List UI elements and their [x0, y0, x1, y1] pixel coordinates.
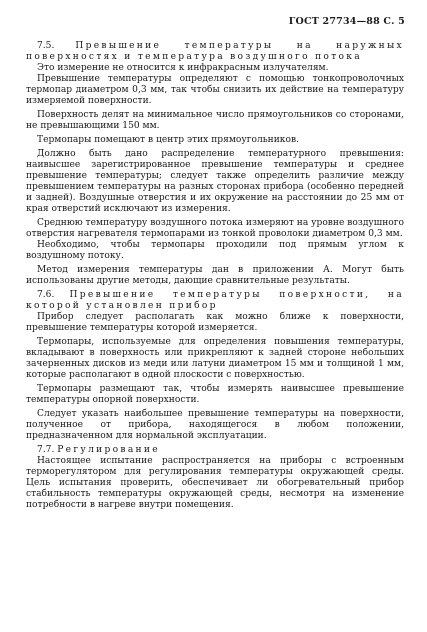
paragraph: Превышение температуры определяют с помощью тонкопроволочных термопар диаметром 0,3 мм, так чтобы снизить их действие на температуру измеряемой поверхности.: [26, 74, 404, 106]
section-heading-7-7: 7.7. Регулирование: [37, 445, 160, 455]
paragraph: Среднюю температуру воздушного потока измеряют на уровне воздушного отверстия нагревателя термопарами из тонкой проволоки диаметром 0,3 мм.: [26, 218, 404, 239]
paragraph: Термопары помещают в центр этих прямоугольников.: [37, 135, 299, 145]
paragraph: Метод измерения температуры дан в приложении А. Могут быть использованы другие методы, дающие сравнительные результаты.: [26, 265, 404, 286]
paragraph: Следует указать наибольшее превышение температуры на поверхности, полученное от прибора, находящегося в любом положении, предназначенном для нормальной эксплуатации.: [26, 409, 404, 441]
section-title-7-7: Регулирование: [57, 445, 160, 455]
section-title-7-6: Превышение температуры поверхности, на которой установлен прибор: [26, 290, 404, 311]
paragraph: Настоящее испытание распространяется на приборы с встроенным терморегулятором для регулирования температуры окружающей среды. Цель испытания проверить, обеспечивает ли обогревательный прибор стабильность температуры окружающей среды, несмотря на изменение потребности в нагреве внутри помещения.: [26, 456, 404, 510]
paragraph: Должно быть дано распределение температурного превышения: наивысшее зарегистрированное превышение температуры и среднее превышение температуры; следует также определить различие между превышением температуры на разных сторонах прибора (особенно передней и задней). Воздушные отверстия и их окружение на расстоянии до 25 мм от края отверстий исключают из измерения.: [26, 149, 404, 214]
paragraph: Поверхность делят на минимальное число прямоугольников со сторонами, не превышающими 150 мм.: [26, 110, 404, 131]
paragraph: Прибор следует располагать как можно ближе к поверхности, превышение температуры которой измеряется.: [26, 312, 404, 333]
paragraph: Это измерение не относится к инфракрасным излучателям.: [37, 63, 329, 73]
paragraph: Термопары, используемые для определения повышения температуры, вкладывают в поверхность или прикрепляют к задней стороне небольших зачерненных дисков из меди или латуни диаметром 15 мм и толщиной 1 мм, которые располагают в одной плоскости с поверхностью.: [26, 337, 404, 380]
section-heading-7-5: 7.5. Превышение температуры на наружных поверхностях и температура воздушного потока: [26, 41, 404, 62]
document-body: [26, 38, 404, 511]
paragraph: Необходимо, чтобы термопары проходили под прямым углом к воздушному потоку.: [26, 240, 404, 261]
section-heading-7-6: 7.6. Превышение температуры поверхности, на которой установлен прибор: [26, 290, 404, 311]
section-title-7-5: Превышение температуры на наружных поверхностях и температура воздушного потока: [26, 41, 404, 62]
running-head: ГОСТ 27734—88 С. 5: [288, 16, 405, 27]
paragraph: Термопары размещают так, чтобы измерять наивысшее превышение температуры опорной поверхности.: [26, 384, 404, 405]
